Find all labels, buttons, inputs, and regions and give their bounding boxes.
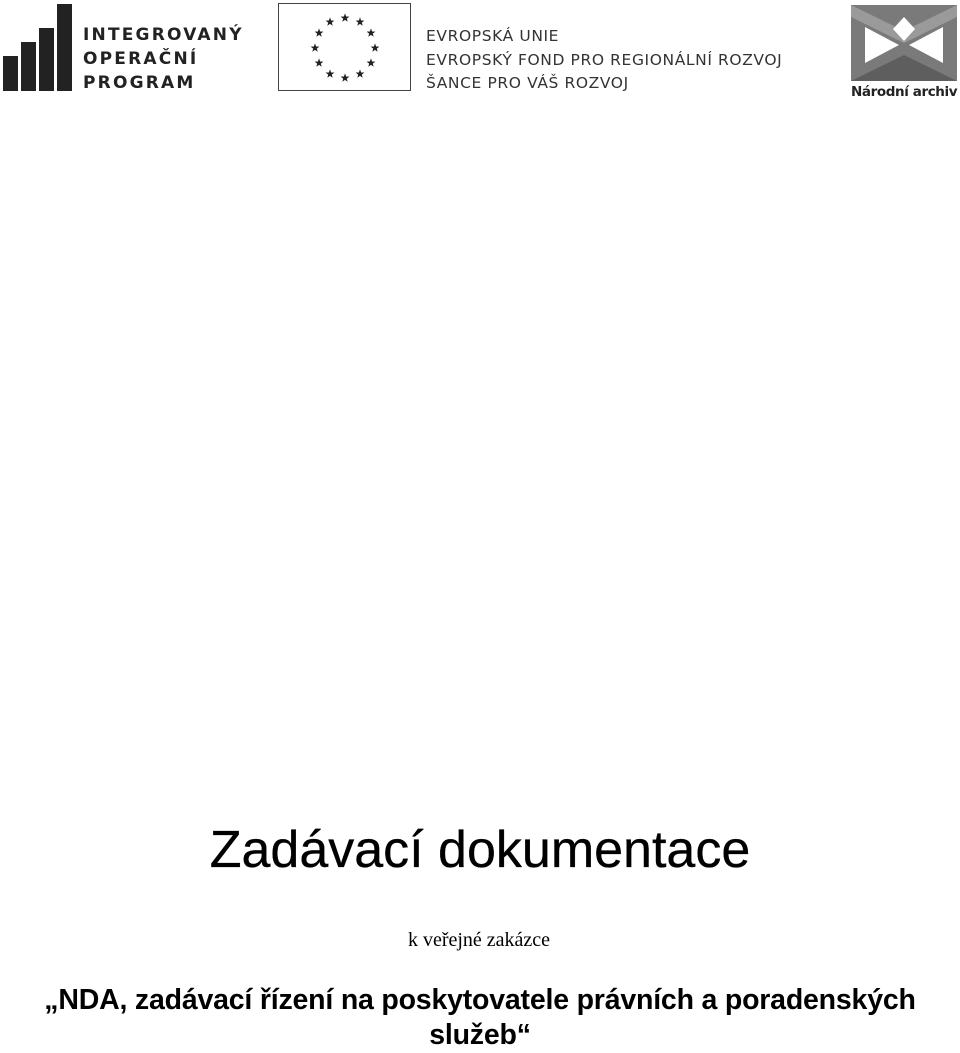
eu-star-icon xyxy=(315,28,324,36)
narodni-archiv-emblem-icon xyxy=(851,5,957,81)
eu-star-icon xyxy=(371,43,380,51)
eu-star-icon xyxy=(341,73,350,81)
eu-line-3: ŠANCE PRO VÁŠ ROZVOJ xyxy=(426,74,629,92)
iop-line-3: PROGRAM xyxy=(83,73,196,93)
eu-flag-icon xyxy=(278,3,411,91)
eu-star-icon xyxy=(326,69,335,77)
eu-line-1: EVROPSKÁ UNIE xyxy=(426,27,560,45)
iop-wordmark xyxy=(83,23,244,95)
eu-star-icon xyxy=(356,69,365,77)
integrovany-operacni-program-logo xyxy=(3,4,243,94)
iop-line-1: INTEGROVANÝ xyxy=(83,25,244,45)
eu-line-2: EVROPSKÝ FOND PRO REGIONÁLNÍ ROZVOJ xyxy=(426,50,783,69)
narodni-archiv-caption: Národní archiv xyxy=(851,84,958,100)
eu-star-icon xyxy=(315,58,324,66)
project-name: „NDA, zadávací řízení na poskytovatele právních a poradenských služeb“ xyxy=(44,984,916,1051)
bar-chart-icon xyxy=(3,4,75,92)
document-title: Zadávací dokumentace xyxy=(209,821,751,879)
eu-star-icon xyxy=(341,13,350,21)
eu-star-icon xyxy=(367,58,376,66)
narodni-archiv-logo xyxy=(851,5,957,105)
document-subtitle: k veřejné zakázce xyxy=(407,929,551,951)
eu-wordmark xyxy=(426,25,782,96)
eu-star-icon xyxy=(326,17,335,25)
eu-star-icon xyxy=(311,43,320,51)
iop-line-2: OPERAČNÍ xyxy=(83,49,199,69)
eu-star-icon xyxy=(367,28,376,36)
eu-star-icon xyxy=(356,17,365,25)
